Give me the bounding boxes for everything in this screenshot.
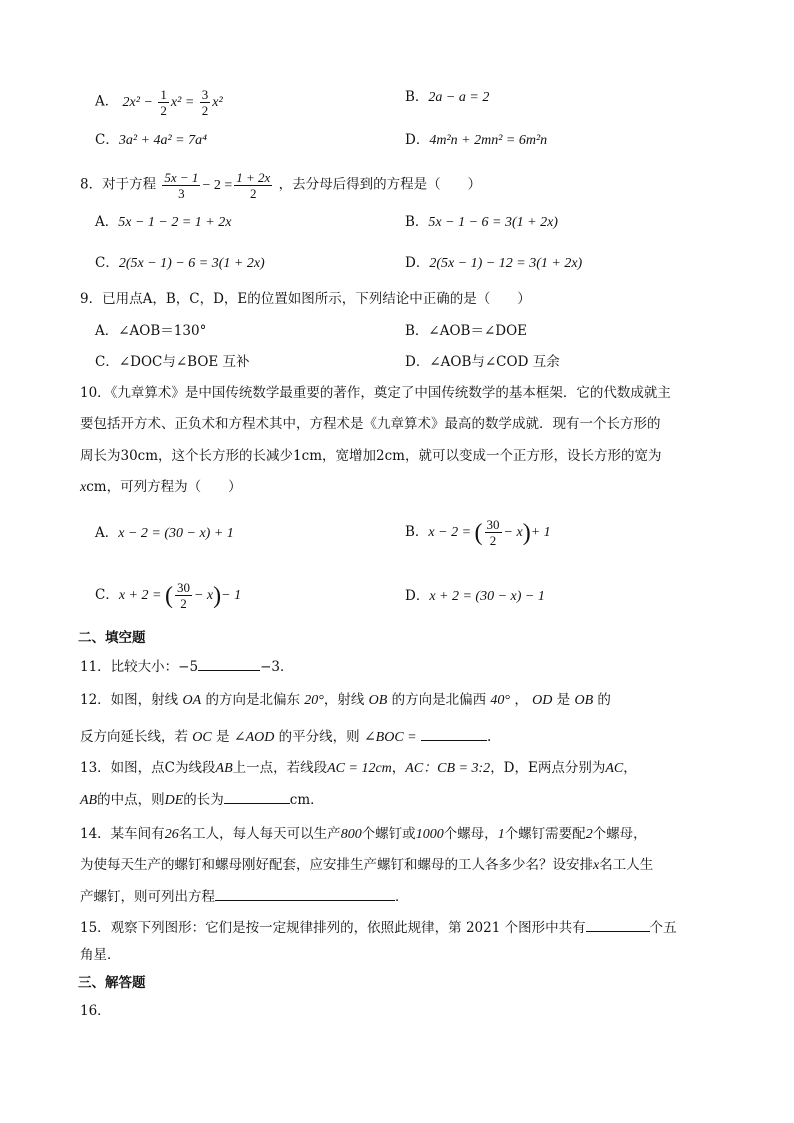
q10-line-2: 要包括开方术、正负术和方程术其中，方程术是《九章算术》最高的数学成就．现有一个长方形的 <box>80 416 661 432</box>
q9-option-d: D．∠AOB与∠COD 互余 <box>405 354 560 370</box>
q9-option-c: C．∠DOC与∠BOE 互补 <box>95 354 250 370</box>
q8-stem: 8．对于方程 $\frac{5x - 1}{3}$ − 2 = $\frac{1 + 2x}{2}$ ，去分母后得到的方程是（ ） <box>80 170 482 201</box>
q14-line-3: 产螺钉，则可列出方程 ． <box>80 886 409 907</box>
q9-option-b: B．∠AOB＝∠DOE <box>405 323 528 339</box>
q10-line-4: xcm，可列方程为（ ） <box>80 479 242 495</box>
q10-option-b: B．x − 2 = ( $\frac{30}{2}$ − x)+ 1 <box>405 517 551 549</box>
q16-label: 16． <box>80 1003 111 1019</box>
q8-option-a: A．5x − 1 − 2 = 1 + 2x <box>95 214 232 230</box>
q13-line-1: 13．如图，点C为线段AB上一点，若线段AC = 12cm，AC：CB = 3:2，D，E两点分别为AC， <box>80 760 637 776</box>
q15-line-1: 15．观察下列图形：它们是按一定规律排列的，依照此规律，第 2021 个图形中共有 个五 <box>80 917 677 938</box>
q11-answer-blank[interactable] <box>198 656 260 671</box>
q8-option-d: D．2(5x − 1) − 12 = 3(1 + 2x) <box>405 255 583 271</box>
q9-option-a: A．∠AOB＝130° <box>95 323 207 339</box>
section-fill-in-heading: 二、填空题 <box>78 630 146 646</box>
section-solution-heading: 三、解答题 <box>78 975 146 991</box>
q15-answer-blank[interactable] <box>586 917 650 932</box>
q10-option-d: D．x + 2 = (30 − x) − 1 <box>405 588 545 604</box>
q7-option-d: D．4m²n + 2mn² = 6m²n <box>405 132 548 148</box>
q8-option-b: B．5x − 1 − 6 = 3(1 + 2x) <box>405 214 558 230</box>
q15-line-2: 角星． <box>80 947 121 963</box>
q7-option-b: B．2a − a = 2 <box>405 89 490 105</box>
q12-answer-blank[interactable] <box>421 726 487 741</box>
q14-answer-blank[interactable] <box>215 886 395 901</box>
q7-option-a: A． 2x² − $\frac{1}{2}$ x² = $\frac{3}{2}$ x² <box>95 87 223 118</box>
q10-option-a: A．x − 2 = (30 − x) + 1 <box>95 525 234 541</box>
q13-line-2: AB的中点，则DE的长为 cm． <box>80 789 324 811</box>
q11-line: 11．比较大小：−5 −3． <box>80 656 294 677</box>
q10-line-1: 10．《九章算术》是中国传统数学最重要的著作，奠定了中国传统数学的基本框架．它的代数成就主 <box>80 385 671 401</box>
q8-option-c: C．2(5x − 1) − 6 = 3(1 + 2x) <box>95 255 265 271</box>
q12-line-2: 反方向延长线，若 OC 是 ∠AOD 的平分线，则 ∠BOC = . <box>80 726 491 748</box>
q14-line-1: 14．某车间有26名工人，每人每天可以生产800个螺钉或1000个螺母，1个螺钉需要配2个螺母， <box>80 826 647 842</box>
q9-stem: 9．已用点A，B，C，D，E的位置如图所示，下列结论中正确的是（ ） <box>80 291 531 307</box>
q10-option-c: C．x + 2 = ( $\frac{30}{2}$ − x)− 1 <box>95 580 242 612</box>
q12-line-1: 12．如图，射线 OA 的方向是北偏东 20°，射线 OB 的方向是北偏西 40° ， OD 是 OB 的 <box>80 692 611 708</box>
q10-line-3: 周长为30cm，这个长方形的长减少1cm，宽增加2cm，就可以变成一个正方形，设长方形的宽为 <box>80 448 662 464</box>
q7-option-c: C．3a² + 4a² = 7a⁴ <box>95 132 207 148</box>
q13-answer-blank[interactable] <box>224 789 290 804</box>
q14-line-2: 为使每天生产的螺钉和螺母刚好配套，应安排生产螺钉和螺母的工人各多少名？设安排x名工人生 <box>80 857 654 873</box>
